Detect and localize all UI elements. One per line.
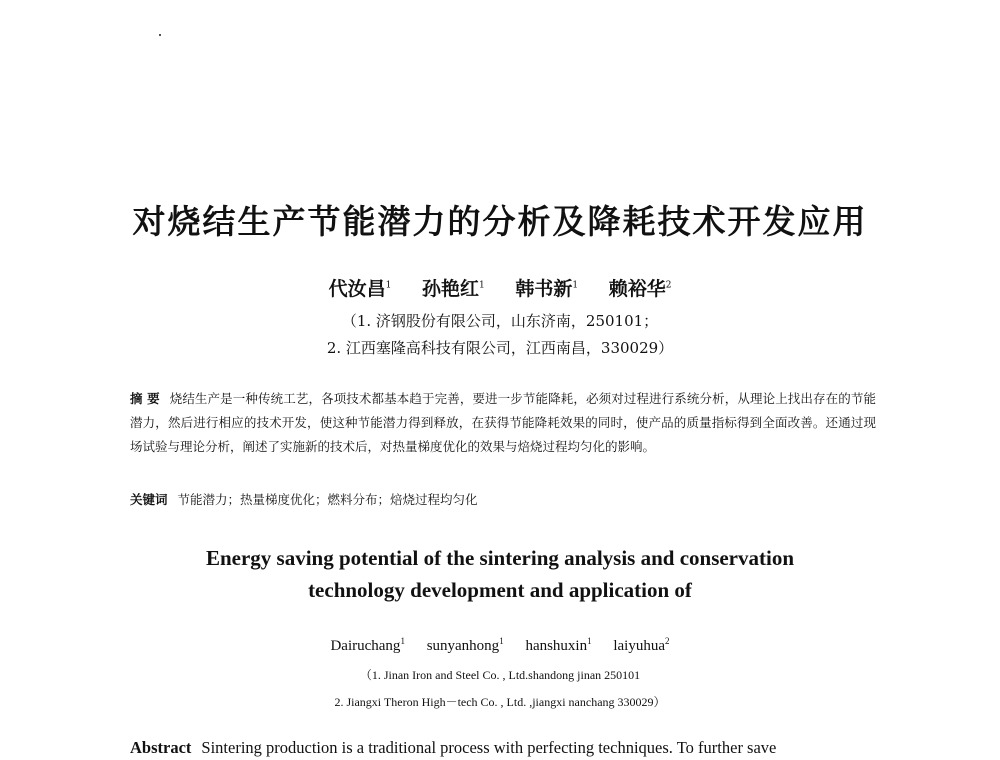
author-en-4: laiyuhua$^2$ bbox=[613, 636, 670, 654]
author-zh-2: 孙艳红$^1$ bbox=[421, 278, 485, 300]
affiliation-zh-2: 2. 江西塞隆高科技有限公司，江西南昌，330029） bbox=[326, 339, 674, 357]
title-en-line-1: Energy saving potential of the sintering analysis and conservation bbox=[205, 546, 795, 570]
abstract-en-text: Sintering production is a traditional process with perfecting techniques. To further save bbox=[201, 738, 777, 757]
affiliation-zh-1: （1. 济钢股份有限公司，山东济南，250101； bbox=[341, 312, 659, 330]
author-en-2: sunyanhong$^1$ bbox=[426, 636, 504, 654]
author-en-1: Dairuchang$^1$ bbox=[330, 636, 405, 654]
author-zh-3: 韩书新$^1$ bbox=[515, 278, 579, 300]
keywords-zh-text: 节能潜力；热量梯度优化；燃料分布；焙烧过程均匀化 bbox=[177, 492, 478, 507]
author-en-3: hanshuxin$^1$ bbox=[525, 636, 592, 654]
authors-chinese bbox=[0, 274, 1000, 301]
paper-title-chinese: 对烧结生产节能潜力的分析及降耗技术开发应用 bbox=[132, 202, 868, 241]
keywords-zh-label: 关键词 bbox=[130, 492, 168, 507]
affiliation-en-2: 2. Jiangxi Theron High－tech Co. , Ltd. ,jiangxi nanchang 330029） bbox=[334, 695, 666, 709]
scan-speck bbox=[159, 34, 161, 36]
abstract-en-label: Abstract bbox=[130, 738, 192, 757]
title-en-line-2: technology development and application of bbox=[308, 578, 692, 602]
affiliation-en-1: （1. Jinan Iron and Steel Co. , Ltd.shandong jinan 250101 bbox=[359, 668, 641, 682]
abstract-zh-label: 摘 要 bbox=[130, 391, 160, 406]
author-zh-1: 代汝昌$^1$ bbox=[328, 278, 392, 300]
abstract-zh-text: 烧结生产是一种传统工艺，各项技术都基本趋于完善，要进一步节能降耗，必须对过程进行系统分析，从理论上找出存在的节能潜力，然后进行相应的技术开发，使这种节能潜力得到释放，在获得节能降耗效果的同时，使产品的质量指标得到全面改善。还通过现场试验与理论分析，阐述了实施新的技术后，对热量梯度优化的效果与焙烧过程均匀化的影响。 bbox=[130, 391, 876, 454]
abstract-chinese bbox=[130, 387, 876, 459]
paper-title-english bbox=[0, 542, 1000, 606]
abstract-english bbox=[130, 738, 890, 758]
keywords-chinese bbox=[130, 490, 876, 508]
authors-english bbox=[0, 636, 1000, 655]
author-zh-4: 赖裕华$^2$ bbox=[608, 278, 672, 300]
